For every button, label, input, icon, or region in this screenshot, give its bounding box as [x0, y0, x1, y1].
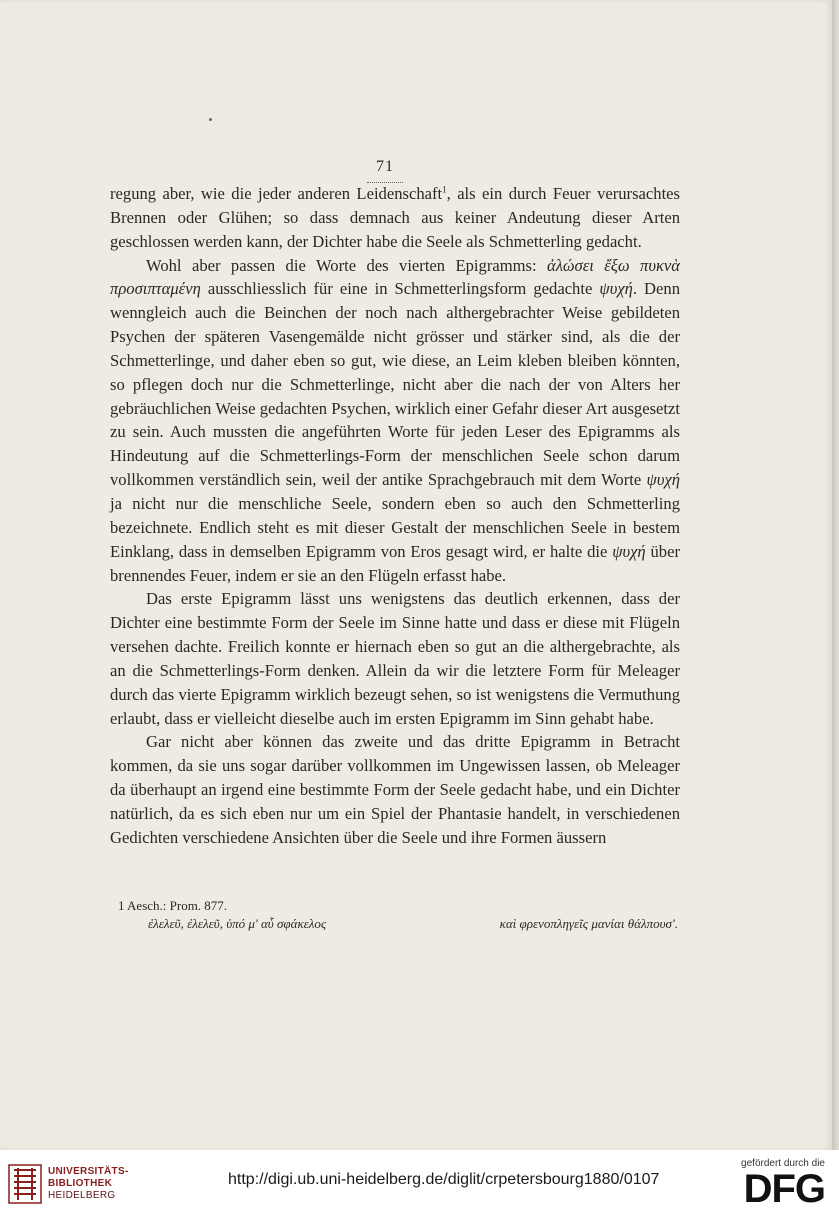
text-run: ausschliesslich für eine in Schmetterlingsform gedachte	[200, 279, 600, 299]
greek-term: ψυχή	[599, 279, 633, 299]
text-run: regung aber, wie die jeder anderen Leidenschaft	[110, 184, 443, 203]
dfg-wordmark: DFG	[743, 1167, 825, 1211]
paragraph	[110, 730, 680, 849]
library-name-line3: HEIDELBERG	[48, 1190, 116, 1201]
greek-term: ψυχή	[612, 541, 646, 561]
ink-speck	[209, 118, 212, 121]
footnote	[118, 897, 678, 933]
text-run: ja nicht nur die menschliche Seele, sondern eben so auch den Schmetterling bezeichnete. Endlich steht es mit dieser Gestalt der menschlichen Seele in bestem Einklang, dass in demselben Epigramm von Eros gesagt wird, er halte die	[110, 493, 680, 561]
page-number: 71	[376, 158, 394, 175]
footnote-verse-left: ἐλελεῦ, ἐλελεῦ, ὑπό μ' αὖ σφάκελος	[148, 916, 327, 931]
library-emblem-icon	[8, 1164, 42, 1204]
text-run: Das erste Epigramm lässt uns wenigstens das deutlich erkennen, dass der Dichter eine bestimmte Form der Seele im Sinne hatte und dass er diese mit Flügeln versehen dachte. Freilich konnte er hiernach eben so gut an die althergebrachte, als an die Schmetterlings-Form denken. Allein da wir die letztere Form für Meleager durch das vierte Epigramm wirklich bezeugt sehen, so ist wenigstens die Vermuthung erlaubt, dass er vielleicht dieselbe auch im ersten Epigramm im Sinn gehabt habe.	[110, 589, 680, 728]
library-name	[48, 1166, 129, 1202]
footer-bar	[0, 1150, 839, 1218]
text-run: Gar nicht aber können das zweite und das dritte Epigramm in Betracht kommen, da sie uns sogar darüber vollkommen im Ungewissen lassen, ob Meleager da überhaupt an irgend eine bestimmte Form der Seele gedacht habe, und ein Dichter natürlich, da es sich eben nur um ein Spiel der Phantasie handelt, in verschiedenen Gedichten verschiedene Ansichten über die Seele und ihre Formen äussern	[110, 732, 680, 847]
text-run: Wohl aber passen die Worte des vierten Epigramms:	[146, 255, 548, 275]
text-run: , als ein durch Feuer verursachtes Brennen oder Glühen; so dass demnach aus keiner Andeutung dieser Arten geschlossen werden kann, der Dichter habe die Seele als Schmetterling gedacht.	[110, 184, 680, 251]
text-run: über brennendes Feuer, indem er sie an den Flügeln erfasst habe.	[110, 541, 680, 585]
body-text	[110, 182, 680, 850]
funding-label: gefördert durch die	[741, 1158, 825, 1169]
library-name-line1: UNIVERSITÄTS-	[48, 1166, 129, 1177]
library-name-line2: BIBLIOTHEK	[48, 1178, 113, 1189]
page-edge	[832, 0, 839, 1150]
paragraph	[110, 254, 680, 588]
greek-term: ψυχή	[646, 470, 680, 490]
greek-term: ἀλώσει ἔξω πυκνὰ προσιπταμένη	[110, 255, 680, 299]
paragraph	[110, 587, 680, 730]
footnote-verse	[118, 915, 678, 933]
dfg-logo[interactable]	[741, 1158, 825, 1209]
footnote-verse-right: καὶ φρενοπληγεῖς μανίαι θάλπουσ'.	[499, 916, 678, 931]
permalink-url[interactable]: http://digi.ub.uni-heidelberg.de/diglit/crpetersbourg1880/0107	[228, 1171, 660, 1188]
footnote-reference: 1 Aesch.: Prom. 877.	[118, 898, 228, 913]
library-logo[interactable]	[8, 1164, 129, 1204]
text-run: . Denn wenngleich auch die Beinchen der noch nach althergebrachter Weise gebildeten Psychen der späteren Vasengemälde nicht grösser und stärker sind, als die der Schmetterlinge, und daher eben so gut, wie diese, an Leim kleben bleiben könnten, so pflegen doch nur die Schmetterlinge, nicht aber die nach der von Alters her gebräuchlichen Weise gedachten Psychen, wirklich einer Gefahr dieser Art ausgesetzt zu sein. Auch mussten die angeführten Worte für jeden Leser des Epigramms als Hindeutung auf die Schmetterlings-Form der menschlichen Seele schon darum vollkommen verständlich sein, weil der antike Sprachgebrauch mit dem Worte	[110, 279, 680, 490]
paragraph	[110, 182, 680, 254]
footnote-marker: 1	[442, 184, 447, 195]
